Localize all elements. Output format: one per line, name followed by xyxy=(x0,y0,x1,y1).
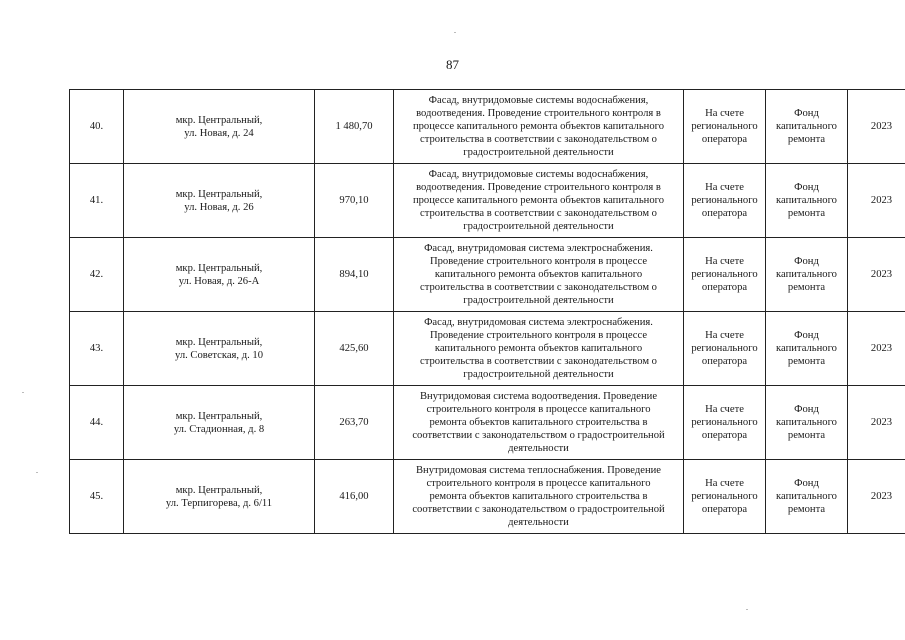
fund-account-cell xyxy=(684,90,766,164)
funding-source-cell-line: ремонта xyxy=(787,356,826,367)
works-description-cell-line: градостроительной деятельности xyxy=(463,221,614,232)
area-cell: 1 480,70 xyxy=(315,90,394,164)
funding-source-cell xyxy=(766,164,848,238)
scan-speck xyxy=(454,32,456,33)
works-description-cell xyxy=(394,164,684,238)
fund-account-cell xyxy=(684,164,766,238)
page-number: 87 xyxy=(446,57,459,72)
fund-account-cell-line: оператора xyxy=(701,504,748,515)
address-cell-line: мкр. Центральный, xyxy=(175,262,263,274)
works-description-cell xyxy=(394,90,684,164)
works-description-cell-line: водоотведения. Проведение строительного контроля в xyxy=(416,108,661,119)
address-cell-line: мкр. Центральный, xyxy=(175,410,263,422)
fund-account-cell-line: На счете xyxy=(705,330,744,341)
funding-source-cell-line: Фонд xyxy=(794,478,819,489)
works-description-cell-line: деятельности xyxy=(508,443,569,454)
works-description-cell-line: градостроительной деятельности xyxy=(463,295,614,306)
fund-account-cell-line: оператора xyxy=(701,282,748,293)
works-description-cell-line: строительного контроля в процессе капитального xyxy=(426,404,651,415)
works-description-cell-line: градостроительной деятельности xyxy=(463,369,614,380)
works-description-cell xyxy=(394,460,684,534)
address-cell-line: ул. Советская, д. 10 xyxy=(174,349,264,361)
works-description-cell xyxy=(394,312,684,386)
funding-source-cell-line: Фонд xyxy=(794,108,819,119)
funding-source-cell-line: капитального xyxy=(776,491,837,502)
funding-source-cell xyxy=(766,90,848,164)
works-description-cell-line: Внутридомовая система водоотведения. Проведение xyxy=(419,391,658,402)
funding-source-cell-line: Фонд xyxy=(794,404,819,415)
fund-account-cell-line: оператора xyxy=(701,134,748,145)
works-description-cell xyxy=(394,386,684,460)
table-row xyxy=(70,238,905,312)
address-cell-line: мкр. Центральный, xyxy=(175,188,263,200)
works-description-cell-line: ремонта объектов капитального строительства в xyxy=(429,417,648,428)
fund-account-cell-line: регионального xyxy=(691,121,758,132)
address-cell xyxy=(124,164,315,238)
row-number: 44. xyxy=(70,386,124,460)
scan-speck xyxy=(36,472,38,473)
year-cell: 2023 xyxy=(848,90,905,164)
fund-account-cell xyxy=(684,460,766,534)
fund-account-cell xyxy=(684,386,766,460)
fund-account-cell-line: регионального xyxy=(691,417,758,428)
registry-body xyxy=(70,90,905,534)
works-description-cell-line: Фасад, внутридомовая система электроснабжения. xyxy=(424,317,653,328)
address-cell xyxy=(124,312,315,386)
fund-account-cell-line: регионального xyxy=(691,195,758,206)
works-description-cell-line: ремонта объектов капитального строительства в xyxy=(429,491,648,502)
fund-account-cell-line: оператора xyxy=(701,356,748,367)
fund-account-cell-line: На счете xyxy=(705,256,744,267)
works-description-cell-line: соответствии с законодательством о градостроительной xyxy=(412,430,665,441)
fund-account-cell xyxy=(684,312,766,386)
year-cell: 2023 xyxy=(848,238,905,312)
address-cell xyxy=(124,460,315,534)
address-cell-line: мкр. Центральный, xyxy=(175,114,263,126)
table-row xyxy=(70,312,905,386)
scan-speck xyxy=(22,392,24,393)
works-description-cell-line: процессе капитального ремонта объектов капитального xyxy=(412,195,665,206)
year-cell: 2023 xyxy=(848,312,905,386)
works-description-cell-line: капитального ремонта объектов капитального xyxy=(434,343,643,354)
area-cell: 970,10 xyxy=(315,164,394,238)
table-row xyxy=(70,90,905,164)
year-cell: 2023 xyxy=(848,164,905,238)
fund-account-cell-line: регионального xyxy=(691,491,758,502)
fund-account-cell-line: На счете xyxy=(705,182,744,193)
fund-account-cell-line: оператора xyxy=(701,208,748,219)
row-number: 45. xyxy=(70,460,124,534)
fund-account-cell-line: оператора xyxy=(701,430,748,441)
address-cell-line: ул. Стадионная, д. 8 xyxy=(173,423,265,435)
repair-registry-table xyxy=(69,89,905,534)
funding-source-cell xyxy=(766,312,848,386)
funding-source-cell-line: капитального xyxy=(776,269,837,280)
works-description-cell-line: Фасад, внутридомовые системы водоснабжения, xyxy=(428,95,649,106)
fund-account-cell xyxy=(684,238,766,312)
row-number: 40. xyxy=(70,90,124,164)
works-description-cell-line: строительства в соответствии с законодательством о xyxy=(420,208,657,219)
row-number: 42. xyxy=(70,238,124,312)
fund-account-cell-line: На счете xyxy=(705,478,744,489)
area-cell: 894,10 xyxy=(315,238,394,312)
works-description-cell-line: строительства в соответствии с законодательством о xyxy=(420,134,657,145)
table-row xyxy=(70,164,905,238)
address-cell-line: ул. Новая, д. 24 xyxy=(184,127,254,139)
area-cell: 416,00 xyxy=(315,460,394,534)
works-description-cell-line: Проведение строительного контроля в процессе xyxy=(429,256,648,267)
scan-speck xyxy=(746,609,748,610)
works-description-cell-line: строительного контроля в процессе капитального xyxy=(426,478,651,489)
works-description-cell-line: Проведение строительного контроля в процессе xyxy=(429,330,648,341)
funding-source-cell-line: ремонта xyxy=(787,504,826,515)
works-description-cell-line: Фасад, внутридомовая система электроснабжения. xyxy=(424,243,653,254)
funding-source-cell-line: Фонд xyxy=(794,256,819,267)
funding-source-cell-line: ремонта xyxy=(787,134,826,145)
funding-source-cell xyxy=(766,238,848,312)
address-cell-line: мкр. Центральный, xyxy=(175,336,263,348)
year-cell: 2023 xyxy=(848,460,905,534)
funding-source-cell xyxy=(766,386,848,460)
row-number: 41. xyxy=(70,164,124,238)
works-description-cell-line: капитального ремонта объектов капитального xyxy=(434,269,643,280)
year-cell: 2023 xyxy=(848,386,905,460)
fund-account-cell-line: регионального xyxy=(691,343,758,354)
works-description-cell xyxy=(394,238,684,312)
funding-source-cell-line: капитального xyxy=(776,343,837,354)
works-description-cell-line: градостроительной деятельности xyxy=(463,147,614,158)
funding-source-cell-line: капитального xyxy=(776,121,837,132)
address-cell-line: ул. Новая, д. 26-А xyxy=(178,275,260,287)
works-description-cell-line: Фасад, внутридомовые системы водоснабжения, xyxy=(428,169,649,180)
address-cell xyxy=(124,238,315,312)
works-description-cell-line: деятельности xyxy=(508,517,569,528)
address-cell xyxy=(124,90,315,164)
table-row xyxy=(70,386,905,460)
fund-account-cell-line: На счете xyxy=(705,404,744,415)
funding-source-cell-line: ремонта xyxy=(787,208,826,219)
funding-source-cell xyxy=(766,460,848,534)
fund-account-cell-line: регионального xyxy=(691,269,758,280)
funding-source-cell-line: Фонд xyxy=(794,330,819,341)
funding-source-cell-line: Фонд xyxy=(794,182,819,193)
funding-source-cell-line: ремонта xyxy=(787,282,826,293)
address-cell-line: ул. Новая, д. 26 xyxy=(184,201,254,213)
works-description-cell-line: строительства в соответствии с законодательством о xyxy=(420,282,657,293)
row-number: 43. xyxy=(70,312,124,386)
works-description-cell-line: водоотведения. Проведение строительного контроля в xyxy=(416,182,661,193)
works-description-cell-line: соответствии с законодательством о градостроительной xyxy=(412,504,665,515)
area-cell: 263,70 xyxy=(315,386,394,460)
funding-source-cell-line: ремонта xyxy=(787,430,826,441)
table-row xyxy=(70,460,905,534)
funding-source-cell-line: капитального xyxy=(776,417,837,428)
works-description-cell-line: процессе капитального ремонта объектов капитального xyxy=(412,121,665,132)
funding-source-cell-line: капитального xyxy=(776,195,837,206)
address-cell xyxy=(124,386,315,460)
address-cell-line: мкр. Центральный, xyxy=(175,484,263,496)
fund-account-cell-line: На счете xyxy=(705,108,744,119)
area-cell: 425,60 xyxy=(315,312,394,386)
works-description-cell-line: Внутридомовая система теплоснабжения. Проведение xyxy=(415,465,662,476)
works-description-cell-line: строительства в соответствии с законодательством о xyxy=(420,356,657,367)
address-cell-line: ул. Терпигорева, д. 6/11 xyxy=(165,497,273,509)
